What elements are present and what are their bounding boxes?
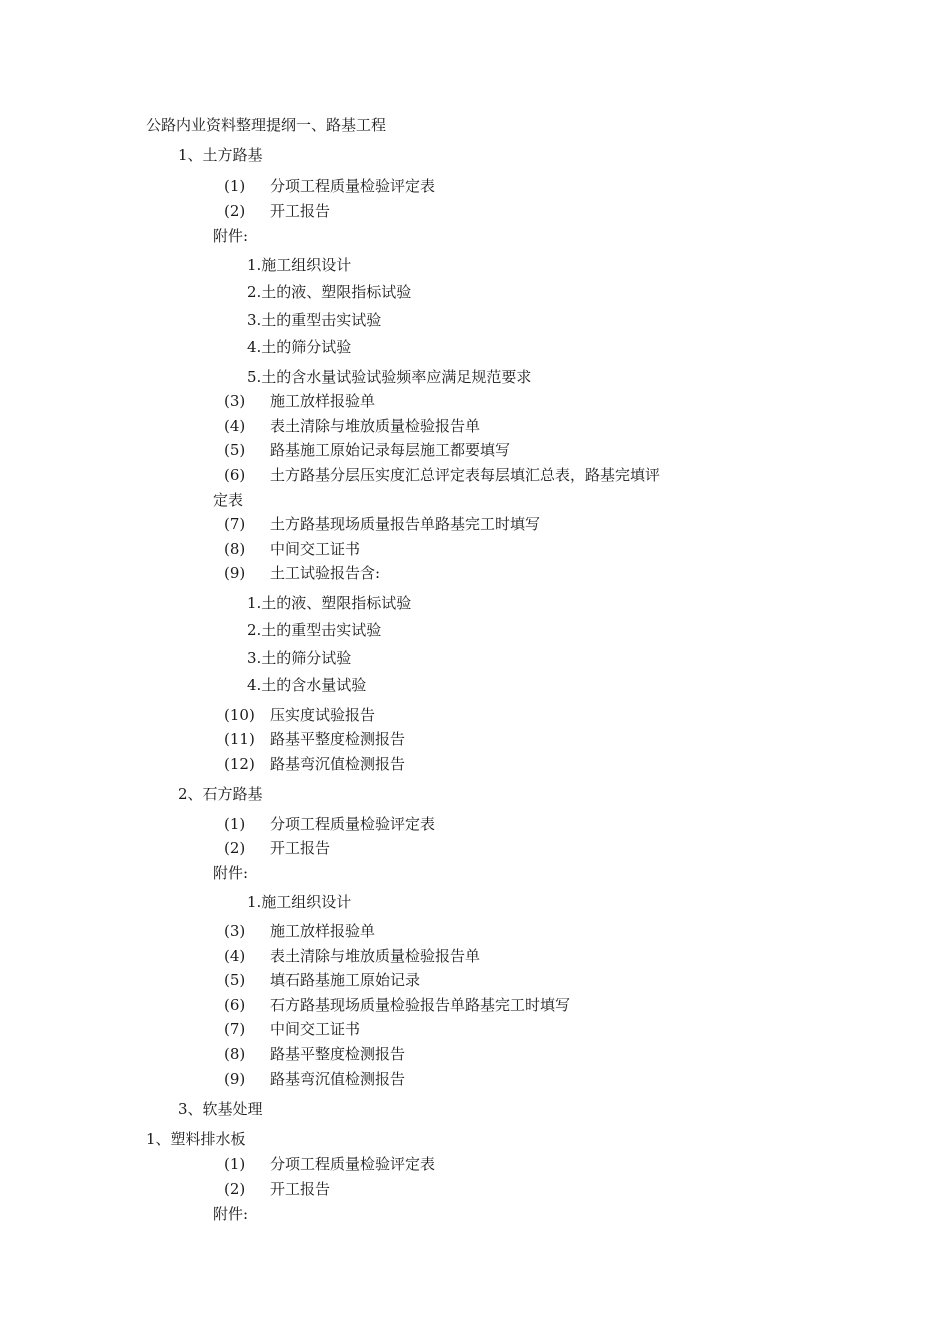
- sub-item: 1.土的液、塑限指标试验: [247, 594, 412, 612]
- item-number: (4): [224, 947, 246, 965]
- item-number: (1): [224, 815, 246, 833]
- item-number: (5): [224, 971, 246, 989]
- list-item: [224, 440, 510, 460]
- item-number: (3): [224, 392, 246, 410]
- item-text: 路基施工原始记录每层施工都要填写: [270, 441, 511, 459]
- attachment-label: 附件:: [213, 1205, 249, 1223]
- item-number: (7): [224, 1020, 246, 1038]
- item-number: (2): [224, 839, 246, 857]
- item-text: 路基平整度检测报告: [270, 730, 406, 748]
- item-text: 土工试验报告含:: [270, 564, 381, 582]
- list-item: [224, 1069, 405, 1089]
- section-heading-soft-foundation: 3、软基处理: [178, 1100, 263, 1118]
- item-text: 表土清除与堆放质量检验报告单: [270, 947, 481, 965]
- list-item: [224, 465, 660, 485]
- item-text: 施工放样报验单: [270, 392, 376, 410]
- item-number: (1): [224, 177, 246, 195]
- list-item: [224, 921, 375, 941]
- item-text: 中间交工证书: [270, 1020, 361, 1038]
- item-number: (7): [224, 515, 246, 533]
- list-item: [224, 995, 570, 1015]
- item-number: (6): [224, 466, 246, 484]
- list-item: [224, 705, 375, 725]
- item-number: (9): [224, 1070, 246, 1088]
- list-item: [224, 838, 330, 858]
- item-number: (1): [224, 1155, 246, 1173]
- item-number: (4): [224, 417, 246, 435]
- item-number: (5): [224, 441, 246, 459]
- attachment-item: 1.施工组织设计: [247, 893, 352, 911]
- attachment-item: 1.施工组织设计: [247, 256, 352, 274]
- item-text: 开工报告: [270, 839, 331, 857]
- sub-item: 4.土的含水量试验: [247, 676, 367, 694]
- item-text: 石方路基现场质量检验报告单路基完工时填写: [270, 996, 571, 1014]
- list-item: [224, 814, 435, 834]
- item-number: (8): [224, 540, 246, 558]
- list-item: [224, 946, 480, 966]
- list-item: [224, 1179, 330, 1199]
- item-number: (10): [224, 706, 255, 724]
- attachment-label: 附件:: [213, 864, 249, 882]
- item-text: 分项工程质量检验评定表: [270, 1155, 436, 1173]
- list-item-continuation: 定表: [213, 491, 244, 509]
- sub-item: 2.土的重型击实试验: [247, 621, 382, 639]
- item-number: (2): [224, 202, 246, 220]
- item-number: (8): [224, 1045, 246, 1063]
- list-item: [224, 176, 435, 196]
- item-text: 中间交工证书: [270, 540, 361, 558]
- item-number: (11): [224, 730, 255, 748]
- item-text: 开工报告: [270, 202, 331, 220]
- list-item: [224, 539, 360, 559]
- list-item: [224, 1044, 405, 1064]
- item-text: 压实度试验报告: [270, 706, 376, 724]
- attachment-item: 5.土的含水量试验试验频率应满足规范要求: [247, 368, 532, 386]
- list-item: [224, 201, 330, 221]
- item-text: 土方路基分层压实度汇总评定表每层填汇总表，路基完填评: [270, 466, 661, 484]
- section-heading-earthwork: 1、土方路基: [178, 146, 263, 164]
- list-item: [224, 391, 375, 411]
- sub-item: 3.土的筛分试验: [247, 649, 352, 667]
- item-text: 路基平整度检测报告: [270, 1045, 406, 1063]
- attachment-item: 4.土的筛分试验: [247, 338, 352, 356]
- item-number: (6): [224, 996, 246, 1014]
- item-text: 路基弯沉值检测报告: [270, 755, 406, 773]
- item-text: 分项工程质量检验评定表: [270, 177, 436, 195]
- attachment-item: 2.土的液、塑限指标试验: [247, 283, 412, 301]
- list-item: [224, 1154, 435, 1174]
- item-number: (2): [224, 1180, 246, 1198]
- item-number: (9): [224, 564, 246, 582]
- item-text: 填石路基施工原始记录: [270, 971, 421, 989]
- section-heading-rockwork: 2、石方路基: [178, 785, 263, 803]
- item-text: 土方路基现场质量报告单路基完工时填写: [270, 515, 541, 533]
- list-item: [224, 970, 420, 990]
- item-text: 分项工程质量检验评定表: [270, 815, 436, 833]
- subsection-heading-drain-board: 1、塑料排水板: [146, 1130, 246, 1148]
- attachment-item: 3.土的重型击实试验: [247, 311, 382, 329]
- list-item: [224, 514, 540, 534]
- item-text: 路基弯沉值检测报告: [270, 1070, 406, 1088]
- list-item: [224, 1019, 360, 1039]
- item-number: (3): [224, 922, 246, 940]
- attachment-label: 附件:: [213, 227, 249, 245]
- item-text: 施工放样报验单: [270, 922, 376, 940]
- list-item: [224, 754, 405, 774]
- list-item: [224, 563, 380, 583]
- item-text: 表土清除与堆放质量检验报告单: [270, 417, 481, 435]
- document-title: 公路内业资料整理提纲一、路基工程: [146, 116, 387, 134]
- item-text: 开工报告: [270, 1180, 331, 1198]
- item-number: (12): [224, 755, 255, 773]
- list-item: [224, 416, 480, 436]
- list-item: [224, 729, 405, 749]
